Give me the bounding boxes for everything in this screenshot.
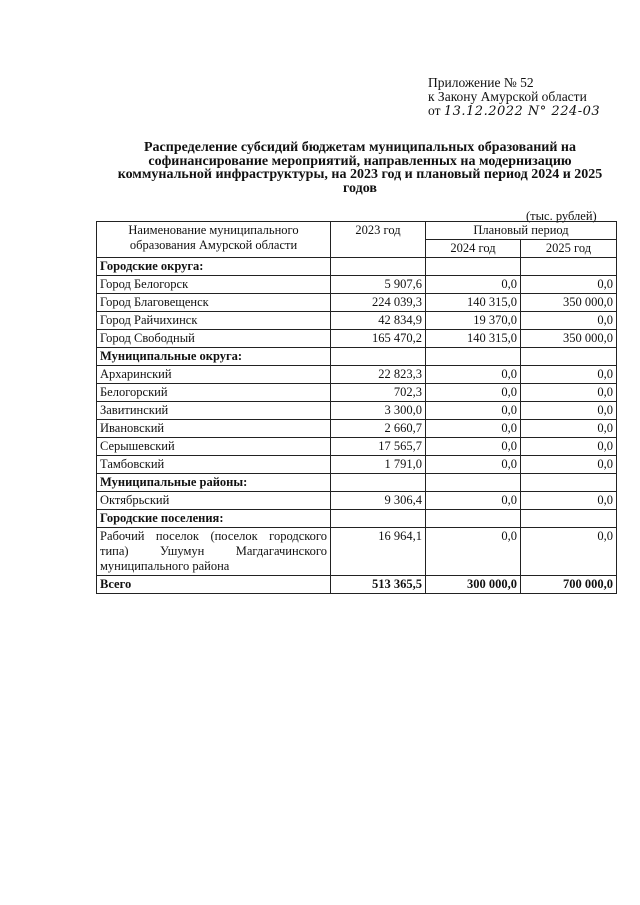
header-plan-period: Плановый период: [426, 222, 617, 240]
municipality-name: Город Белогорск: [97, 276, 331, 294]
value-2025: 0,0: [521, 276, 617, 294]
value-2025: 0,0: [521, 402, 617, 420]
table-row: [97, 330, 617, 348]
total-row: [97, 576, 617, 594]
total-2025: 700 000,0: [521, 576, 617, 594]
table-row: [97, 312, 617, 330]
table-row: [97, 276, 617, 294]
empty-cell: [521, 348, 617, 366]
municipality-name: Завитинский: [97, 402, 331, 420]
handwritten-date-number: 13.12.2022 N° 224-03: [443, 104, 601, 119]
empty-cell: [426, 348, 521, 366]
empty-cell: [521, 258, 617, 276]
group-title: Муниципальные районы:: [97, 474, 331, 492]
appendix-block: [428, 76, 600, 119]
units-label: (тыс. рублей): [526, 209, 597, 223]
value-2023: 22 823,3: [331, 366, 426, 384]
appendix-date-line: [428, 104, 600, 119]
municipality-name: Тамбовский: [97, 456, 331, 474]
empty-cell: [331, 510, 426, 528]
value-2024: 0,0: [426, 438, 521, 456]
value-2023: 224 039,3: [331, 294, 426, 312]
empty-cell: [521, 474, 617, 492]
appendix-number: Приложение № 52: [428, 75, 534, 90]
table-row: [97, 456, 617, 474]
group-row: [97, 510, 617, 528]
value-2024: 0,0: [426, 492, 521, 510]
value-2025: 0,0: [521, 438, 617, 456]
appendix-date-prefix: от: [428, 103, 441, 118]
municipality-name: Рабочий поселок (поселок городского типа) Ушумун Магдагачинского муниципального района: [97, 528, 331, 576]
total-label: Всего: [97, 576, 331, 594]
table-row: [97, 402, 617, 420]
total-2023: 513 365,5: [331, 576, 426, 594]
group-row: [97, 258, 617, 276]
subsidy-table: [96, 221, 617, 594]
empty-cell: [426, 474, 521, 492]
value-2023: 702,3: [331, 384, 426, 402]
document-title: Распределение субсидий бюджетам муниципальных образований на софинансирование мероприятий, направленных на модернизацию коммунальной инфраструктуры, на 2023 год и плановый период 2024 и 2025 годов: [117, 140, 603, 196]
header-2025: 2025 год: [521, 240, 617, 258]
municipality-name: Город Райчихинск: [97, 312, 331, 330]
header-row: [97, 222, 617, 240]
appendix-law: к Закону Амурской области: [428, 89, 587, 104]
value-2025: 0,0: [521, 456, 617, 474]
table-row: [97, 294, 617, 312]
empty-cell: [331, 258, 426, 276]
value-2024: 0,0: [426, 276, 521, 294]
header-name: Наименование муниципального образования Амурской области: [97, 222, 331, 258]
value-2024: 0,0: [426, 528, 521, 576]
value-2024: 140 315,0: [426, 330, 521, 348]
value-2025: 350 000,0: [521, 330, 617, 348]
value-2025: 0,0: [521, 384, 617, 402]
value-2024: 0,0: [426, 420, 521, 438]
municipality-name: Октябрьский: [97, 492, 331, 510]
value-2024: 0,0: [426, 456, 521, 474]
value-2023: 1 791,0: [331, 456, 426, 474]
group-title: Городские поселения:: [97, 510, 331, 528]
value-2024: 19 370,0: [426, 312, 521, 330]
value-2025: 0,0: [521, 492, 617, 510]
value-2023: 3 300,0: [331, 402, 426, 420]
value-2025: 0,0: [521, 366, 617, 384]
empty-cell: [521, 510, 617, 528]
total-2024: 300 000,0: [426, 576, 521, 594]
value-2024: 0,0: [426, 384, 521, 402]
value-2025: 0,0: [521, 312, 617, 330]
header-2024: 2024 год: [426, 240, 521, 258]
table-row: [97, 438, 617, 456]
header-2023: 2023 год: [331, 222, 426, 258]
value-2025: 0,0: [521, 420, 617, 438]
value-2023: 16 964,1: [331, 528, 426, 576]
table-row: [97, 492, 617, 510]
municipality-name: Город Свободный: [97, 330, 331, 348]
empty-cell: [426, 258, 521, 276]
value-2023: 17 565,7: [331, 438, 426, 456]
value-2023: 165 470,2: [331, 330, 426, 348]
group-row: [97, 474, 617, 492]
value-2025: 0,0: [521, 528, 617, 576]
municipality-name: Белогорский: [97, 384, 331, 402]
value-2023: 42 834,9: [331, 312, 426, 330]
group-row: [97, 348, 617, 366]
value-2024: 140 315,0: [426, 294, 521, 312]
municipality-name: Ивановский: [97, 420, 331, 438]
value-2024: 0,0: [426, 402, 521, 420]
empty-cell: [331, 474, 426, 492]
value-2023: 9 306,4: [331, 492, 426, 510]
group-title: Городские округа:: [97, 258, 331, 276]
municipality-name: Архаринский: [97, 366, 331, 384]
empty-cell: [426, 510, 521, 528]
municipality-name: Серышевский: [97, 438, 331, 456]
table-row: [97, 528, 617, 576]
table-row: [97, 366, 617, 384]
group-title: Муниципальные округа:: [97, 348, 331, 366]
value-2024: 0,0: [426, 366, 521, 384]
municipality-name: Город Благовещенск: [97, 294, 331, 312]
table-row: [97, 384, 617, 402]
value-2023: 5 907,6: [331, 276, 426, 294]
empty-cell: [331, 348, 426, 366]
value-2025: 350 000,0: [521, 294, 617, 312]
value-2023: 2 660,7: [331, 420, 426, 438]
table-row: [97, 420, 617, 438]
